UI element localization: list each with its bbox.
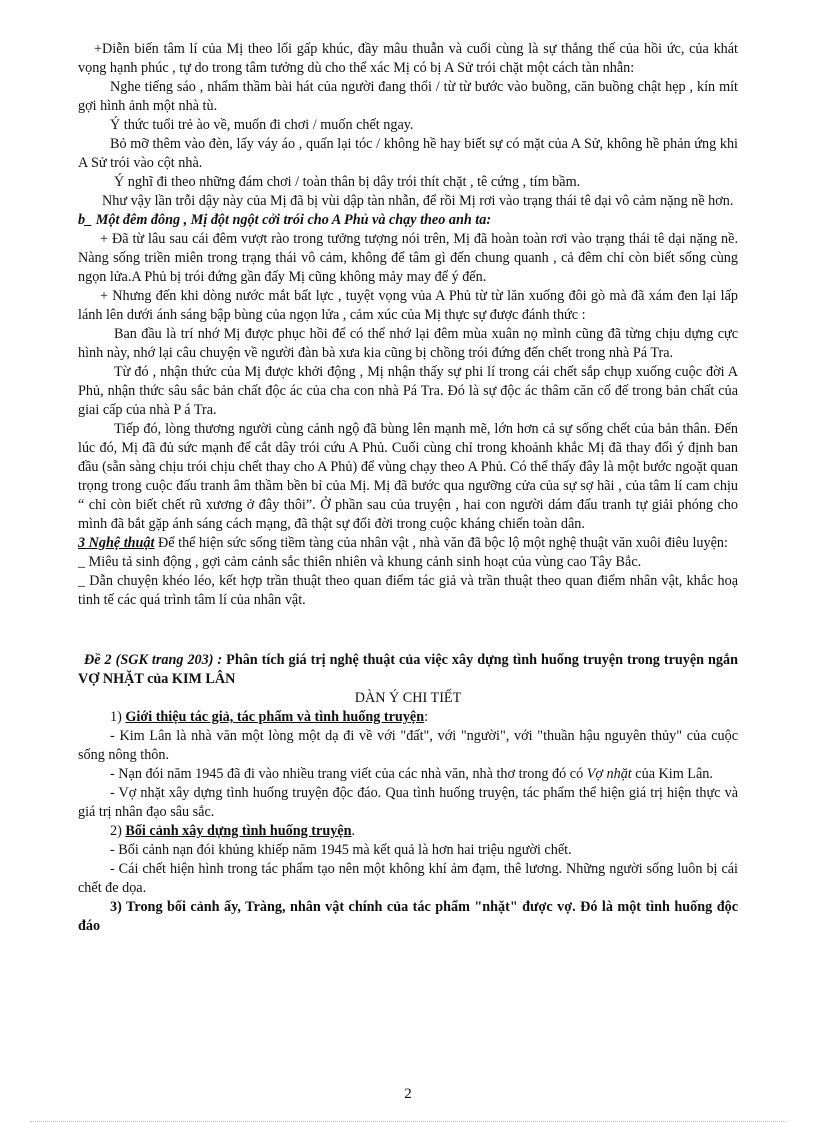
paragraph-numb-state: + Đã từ lâu sau cái đêm vượt rào trong tưởng tượng nói trên, Mị đã hoàn toàn rơi vào trạng thái tê dại nặng nề. Nàng sống triền miên trong trạng thái vô cảm, không để tâm gì đến chung quanh , cả đêm chỉ còn biết sống cùng ngọn lửa.A Phủ bị trói đứng gần đấy Mị cũng không mảy may để ý đến. bbox=[78, 231, 738, 285]
paragraph-art-intro bbox=[78, 534, 738, 553]
document-page bbox=[78, 40, 738, 936]
paragraph-famine bbox=[78, 765, 738, 784]
heading-2-tail: . bbox=[351, 823, 356, 839]
paragraph-kim-lan: - Kim Lân là nhà văn một lòng một dạ đi về với "đất", với "người", với "thuần hậu nguyên thủy" của cuộc sống nông thôn. bbox=[78, 728, 738, 763]
paragraph-famine-title: Vợ nhặt bbox=[586, 766, 632, 782]
paragraph-compassion: Tiếp đó, lòng thương người cùng cảnh ngộ đã bùng lên mạnh mẽ, lớn hơn cả sự sống chết của bản thân. Đến lúc đó, Mị đã đủ sức mạnh để cắt dây trói cứu A Phủ. Cuối cùng chỉ trong khoảnh khắc Mị đã thay đổi ý định ban đầu (sẵn sàng chịu trói chịu chết thay cho A Phủ) để vùng chạy theo A Phủ. Có thể thấy đây là một bước ngoặt quan trọng trong cuộc đấu tranh âm thầm bền bỉ của Mị. Mị đã bước qua ngưỡng cửa của sự sợ hãi , của tâm lí cam chịu “ chỉ còn biết chết rũ xương ở đây thôi”. Ở phần sau của truyện , hai con người dám đấu tranh tự giải phóng cho mình đã bắt gặp ánh sáng cách mạng, đã thật sự đổi đời trong cuộc kháng chiến toàn dân. bbox=[78, 421, 738, 532]
heading-1 bbox=[78, 708, 738, 727]
paragraph-memory: Ban đầu là trí nhớ Mị được phục hồi để có thể nhớ lại đêm mùa xuân nọ mình cũng đã từng chịu dựng cực hình này, nhớ lại câu chuyện về người đàn bà xưa kia cũng bị chồng trói đứng đến chết trong nhà Pá Tra. bbox=[78, 326, 738, 361]
paragraph-follow-thoughts: Ý nghĩ đi theo những đám chơi / toàn thân bị dây trói thít chặt , tê cứng , tím bầm. bbox=[114, 174, 581, 190]
heading-1-number: 1) bbox=[110, 709, 126, 725]
paragraph-tears: + Nhưng đến khi dòng nước mắt bất lực , tuyệt vọng vủa A Phủ từ từ lăn xuống đôi gò mà đã xám đen lại lấp lánh lên dưới ánh sáng bập bùng của ngọn lửa , cảm xúc của Mị thực sự được đánh thức : bbox=[78, 288, 738, 323]
paragraph-art-item-1: _ Miêu tả sinh động , gợi cảm cảnh sắc thiên nhiên và khung cảnh sinh hoạt của vùng cao Tây Bắc. bbox=[78, 554, 642, 570]
paragraph-flute-sound: Nghe tiếng sáo , nhẩm thầm bài hát của người đang thổi / từ từ bước vào buồng, căn buồng chật hẹp , kín mít gợi hình ảnh một nhà tù. bbox=[78, 79, 738, 114]
paragraph-context: - Bối cảnh nạn đói khủng khiếp năm 1945 mà kết quả là hơn hai triệu người chết. bbox=[110, 842, 572, 858]
heading-2 bbox=[78, 822, 738, 841]
paragraph-awareness: Từ đó , nhận thức của Mị được khởi động , Mị nhận thấy sự phi lí trong cái chết sắp chụp xuống cuộc đời A Phủ, nhận thức sâu sắc bản chất độc ác của cha con nhà Pá Tra. Đó là sự độc ác thâm căn cố đế trong bản chất của giai cấp của nhà P á Tra. bbox=[78, 364, 738, 418]
assignment-2-label: Đề 2 (SGK trang 203) : bbox=[84, 652, 223, 668]
heading-1-text: Giới thiệu tác giả, tác phẩm và tình huống truyện bbox=[125, 709, 425, 725]
outline-heading: DÀN Ý CHI TIẾT bbox=[354, 690, 462, 706]
paragraph-famine-a: - Nạn đói năm 1945 đã đi vào nhiều trang viết của các nhà văn, nhà thơ trong đó có bbox=[110, 766, 587, 782]
assignment-2-title bbox=[78, 651, 738, 689]
paragraph-situation: - Vợ nhặt xây dựng tình huống truyện độc đáo. Qua tình huống truyện, tác phẩm thể hiện giá trị hiện thực và giá trị nhân đạo sâu sắc. bbox=[78, 785, 738, 820]
paragraph-famine-c: của Kim Lân. bbox=[631, 766, 713, 782]
assignment-2-text: Phân tích giá trị nghệ thuật của việc xây dựng tình huống truyện trong truyện ngắn VỢ NHẶT của KIM LÂN bbox=[78, 652, 739, 687]
heading-3: 3) Trong bối cảnh ấy, Tràng, nhân vật chính của tác phẩm "nhặt" được vợ. Đó là một tình huống độc đáo bbox=[78, 899, 738, 934]
paragraph-art-item-2: _ Dẫn chuyện khéo léo, kết hợp trần thuật theo quan điểm tác giả và trần thuật theo quan điểm nhân vật, khắc hoạ tinh tế các quá trình tâm lí của nhân vật. bbox=[78, 573, 738, 608]
page-number: 2 bbox=[404, 1086, 412, 1102]
paragraph-death: - Cái chết hiện hình trong tác phẩm tạo nên một không khí ảm đạm, thê lương. Những người sống luôn bị cái chết đe dọa. bbox=[78, 861, 738, 896]
section-b-heading: b_ Một đêm đông , Mị đột ngột cởi trói cho A Phủ và chạy theo anh ta: bbox=[78, 212, 492, 228]
paragraph-conclusion: Như vậy lần trỗi dậy này của Mị đã bị vùi dập tàn nhẫn, để rồi Mị rơi vào trạng thái tê dại vô cảm nặng nề hơn. bbox=[102, 193, 734, 209]
paragraph-youth-awareness: Ý thức tuổi trẻ ào về, muốn đi chơi / muốn chết ngay. bbox=[110, 117, 414, 133]
spacer bbox=[78, 610, 738, 651]
paragraph-lamp-oil: Bỏ mỡ thêm vào đèn, lấy váy áo , quấn lại tóc / không hề hay biết sự có mặt của A Sử, không hề phản ứng khi A Sử trói vào cột nhà. bbox=[78, 136, 738, 171]
paragraph-psych-development: +Diễn biến tâm lí của Mị theo lối gấp khúc, đầy mâu thuẫn và cuối cùng là sự thắng thế của hồi ức, của khát vọng hạnh phúc , tự do trong tâm tưởng dù cho thể xác Mị có bị A Sử trói chặt một cách tàn nhẫn: bbox=[78, 41, 738, 76]
footer-divider bbox=[30, 1121, 786, 1122]
heading-2-text: Bối cảnh xây dựng tình huống truyện bbox=[125, 823, 352, 839]
heading-1-tail: : bbox=[424, 709, 429, 725]
heading-2-number: 2) bbox=[110, 823, 126, 839]
section-3-label: 3 Nghệ thuật bbox=[78, 535, 155, 551]
section-3-text: Để thể hiện sức sống tiềm tàng của nhân vật , nhà văn đã bộc lộ một nghệ thuật văn xuôi điêu luyện: bbox=[154, 535, 728, 551]
